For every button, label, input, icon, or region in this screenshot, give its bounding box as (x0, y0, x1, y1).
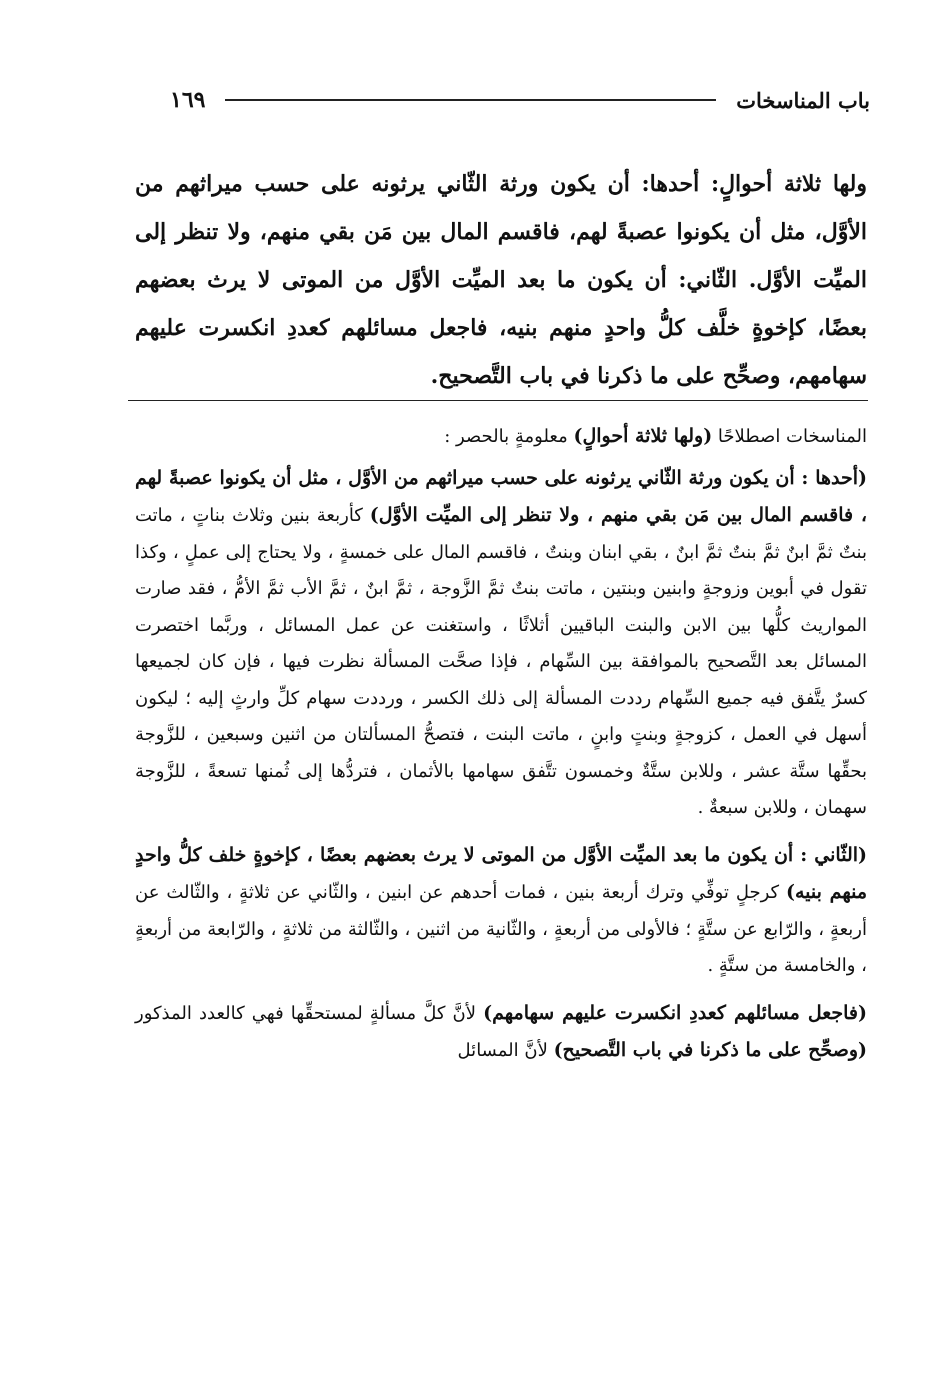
running-head: باب المناسخات (736, 87, 870, 113)
commentary-paragraph-3 (135, 837, 867, 985)
quoted-matn: (وصحِّح على ما ذكرنا في باب التَّصحيح) (553, 1039, 867, 1061)
header-rule (225, 99, 716, 101)
commentary-text: كأربعة بنين وثلاث بناتٍ ، ماتت بنتٌ ثمَّ ابنٌ ثمَّ بنتٌ ثمَّ ابنٌ ، بقي ابنان وبنتٌ ، فاقسم المال على خمسةٍ ، ولا يحتاج إلى عملٍ ، وكذا تقول في أبوين وزوجةٍ وابنين وبنتين ، ماتت بنتٌ ثمَّ الزَّوجة ، ثمَّ ابنٌ ، ثمَّ الأب ثمَّ الأمُّ ، فقد صارت المواريث كلُّها بين الابن والبنت الباقيين أثلاثًا ، واستغنت عن عمل المسائل ، وربَّما اختصرت المسائل بعد التَّصحيح بالموافقة بين السِّهام ، فإذا صحَّت المسألة نظرت فيها ، فإن كان لجميعها كسرٌ يتَّفق فيه جميع السِّهام رددت المسألة إلى ذلك الكسر ، ورددت سهام كلِّ وارثٍ إليه ؛ ليكون أسهل في العمل ، كزوجةٍ وبنتٍ وابنٍ ، ماتت البنت ، فتصحُّ المسألتان من اثنين وسبعين ، للزَّوجة بحقِّها ستَّة عشر ، وللابن ستَّةٌ وخمسون تتَّفق سهامها بالأثمان ، فتردُّها إلى ثُمنها تسعةً ، للزَّوجة سهمان ، وللابن سبعةٌ . (135, 505, 867, 818)
commentary (135, 418, 867, 1080)
commentary-paragraph-4 (135, 995, 867, 1070)
main-text (135, 160, 867, 400)
quoted-matn: (ولها ثلاثة أحوالٍ) (573, 425, 713, 447)
commentary-paragraph-2 (135, 460, 867, 827)
commentary-text: المناسخات اصطلاحًا (712, 426, 867, 447)
page-number: ١٦٩ (170, 87, 206, 113)
quoted-matn: (الثّاني : أن يكون ما بعد الميِّت الأوَّل من الموتى لا يرث بعضهم بعضًا ، كإخوةٍ خلف كلُّ واحدٍ منهم بنيه) (135, 843, 867, 903)
commentary-text: معلومةٍ بالحصر : (444, 426, 574, 447)
commentary-text: لأنَّ كلَّ مسألةٍ لمستحقِّها فهي كالعدد المذكور (135, 1002, 484, 1024)
page-header (170, 82, 870, 118)
main-text-paragraph: ولها ثلاثة أحوالٍ: أحدها: أن يكون ورثة الثّاني يرثونه على حسب ميراثهم من الأوَّل، مثل أن يكونوا عصبةً لهم، فاقسم المال بين مَن بقي منهم، ولا تنظر إلى الميِّت الأوَّل. الثّاني: أن يكون ما بعد الميِّت الأوَّل من الموتى لا يرث بعضهم بعضًا، كإخوةٍ خلَّف كلُّ واحدٍ منهم بنيه، فاجعل مسائلهم كعددِ انكسرت عليهم سهامهم، وصحِّح على ما ذكرنا في باب التَّصحيح. (135, 171, 867, 389)
commentary-text: كرجلٍ توفِّي وترك أربعة بنين ، فمات أحدهم عن ابنين ، والثّاني عن ثلاثةٍ ، والثّالث عن أربعةٍ ، والرّابع عن ستَّةٍ ؛ فالأولى من أربعةٍ ، والثّانية من اثنين ، والثّالثة من ثلاثةٍ ، والرّابعة من أربعةٍ ، والخامسة من ستَّةٍ . (135, 882, 867, 976)
commentary-paragraph-1 (135, 418, 867, 456)
commentary-text: لأنَّ المسائل (457, 1040, 554, 1061)
quoted-matn: (فاجعل مسائلهم كعددِ انكسرت عليهم سهامهم) (483, 1001, 867, 1024)
quoted-matn: (أحدها : أن يكون ورثة الثّاني يرثونه على حسب ميراثهم من الأوَّل ، مثل أن يكونوا عصبةً لهم ، فاقسم المال بين مَن بقي منهم ، ولا تنظر إلى الميِّت الأوَّل) (135, 466, 867, 526)
footnote-divider (128, 400, 868, 401)
